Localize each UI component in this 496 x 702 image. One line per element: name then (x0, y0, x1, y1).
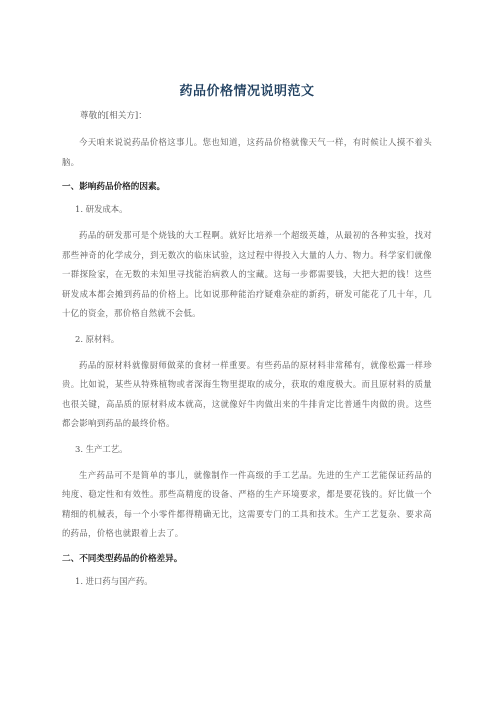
intro-paragraph: 今天咱来说说药品价格这事儿。您也知道，这药品价格就像天气一样，有时候让人摸不着头脑。 (62, 137, 432, 167)
item-heading-raw-materials: 2. 原材料。 (75, 333, 120, 344)
greeting-line: 尊敬的[相关方]： (80, 111, 147, 121)
document-page (62, 80, 432, 598)
item-heading-production: 3. 生产工艺。 (75, 443, 128, 454)
item-heading-rd-cost: 1. 研发成本。 (75, 204, 128, 214)
document-title: 药品价格情况说明范文 (179, 84, 315, 99)
paragraph-raw-materials: 药品的原材料就像厨师做菜的食材一样重要。有些药品的原材料非常稀有，就像松露一样珍贵。比如说，某些从特殊植物或者深海生物里提取的成分，获取的难度极大。而且原材料的质量也很关键，高品质的原材料成本就高，这就像好牛肉做出来的牛排肯定比普通牛肉做的贵。这些都会影响到药品的最终价格。 (62, 359, 432, 428)
item-heading-imported-vs-domestic: 1. 进口药与国产药。 (75, 575, 153, 586)
paragraph-rd-cost: 药品的研发那可是个烧钱的大工程啊。就好比培养一个超级英雄，从最初的各种实验，找对那些神奇的化学成分，到无数次的临床试验，这过程中得投入大量的人力、物力。科学家们就像一群探险家，在无数的未知里寻找能治病救人的宝藏。这每一步都需要钱，大把大把的钱！这些研发成本都会摊到药品的价格上。比如说那种能治疗疑难杂症的新药，研发可能花了几十年，几十亿的资金，那价格自然就不会低。 (62, 230, 432, 318)
section-heading-factors: 一、影响药品价格的因素。 (62, 182, 166, 192)
section-heading-price-differences: 二、不同类型药品的价格差异。 (62, 553, 183, 564)
paragraph-production: 生产药品可不是简单的事儿，就像制作一件高级的手工艺品。先进的生产工艺能保证药品的纯度、稳定性和有效性。那些高精度的设备、严格的生产环境要求，都是要花钱的。好比做一个精细的机械表，每一个小零件都得精确无比，这需要专门的工具和技术。生产工艺复杂、要求高的药品，价格也就跟着上去了。 (62, 469, 432, 538)
